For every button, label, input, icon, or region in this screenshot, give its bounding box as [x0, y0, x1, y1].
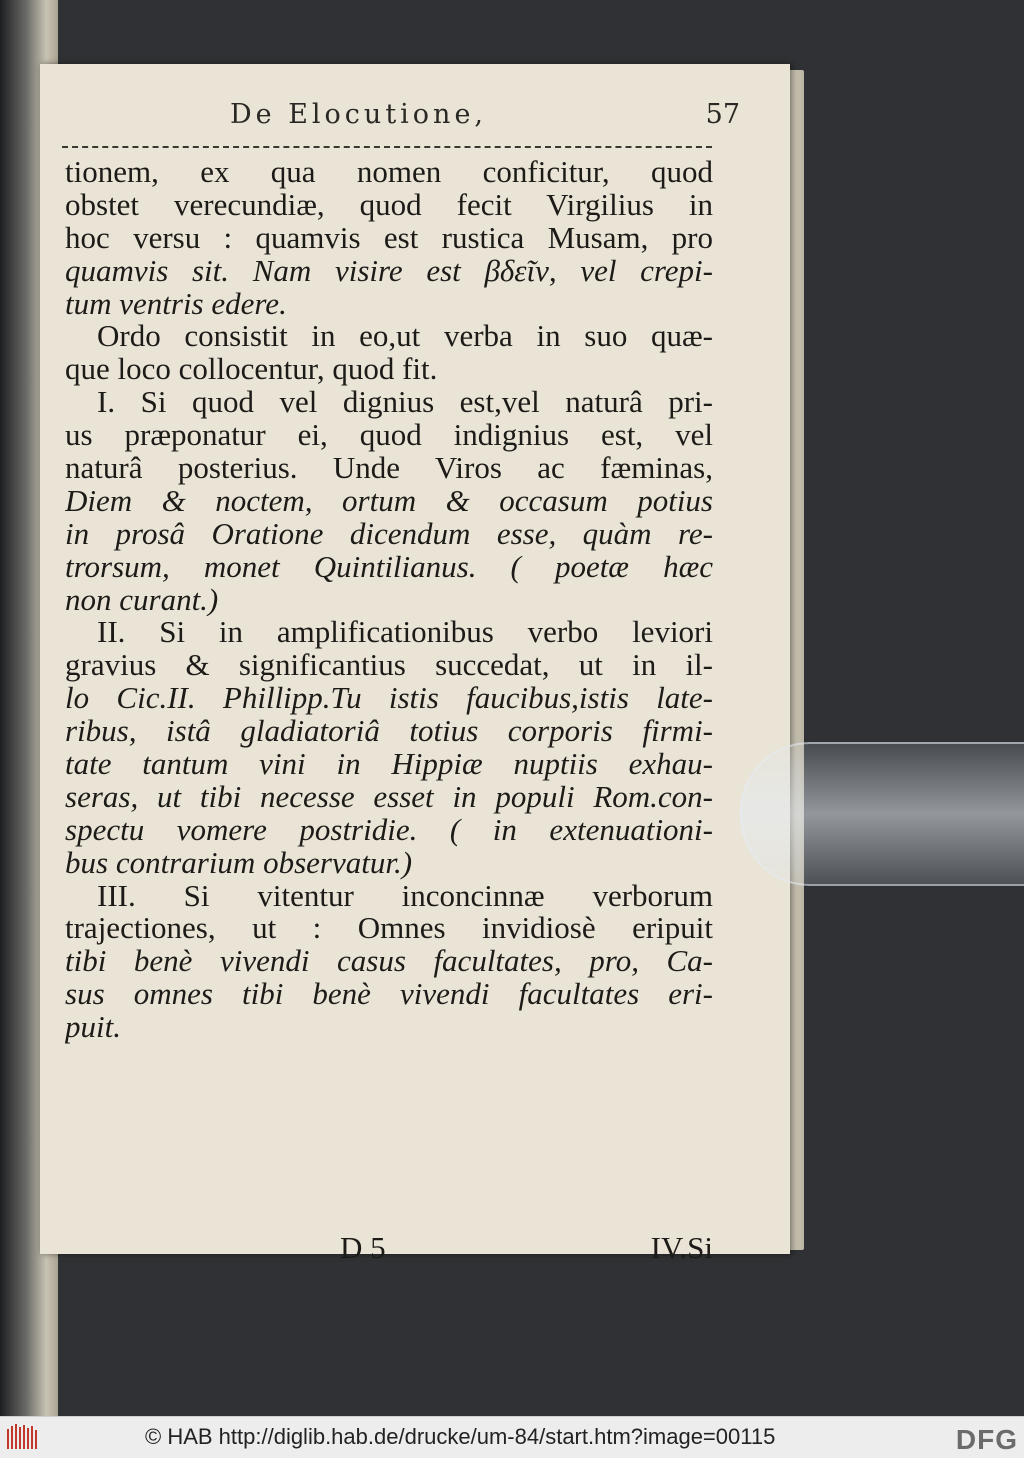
text-line: in prosâ Oratione dicendum esse, quàm re- — [65, 517, 713, 551]
text-line: tate tantum vini in Hippiæ nuptiis exhau- — [65, 748, 713, 781]
text-line: gravius & significantius succedat, ut in il- — [65, 649, 713, 683]
text-line: III. Si vitentur inconcinnæ verborum — [97, 879, 713, 913]
text-line: I. Si quod vel dignius est,vel naturâ pri- — [97, 386, 713, 420]
body-text — [65, 156, 713, 1044]
hab-barcode-icon — [6, 1423, 40, 1451]
text-line: bus contrarium observatur.) — [65, 846, 413, 880]
text-line: lo Cic.II. Phillipp.Tu istis faucibus,istis late- — [65, 682, 713, 716]
text-line: tibi benè vivendi casus facultates, pro, Ca- — [65, 945, 713, 979]
text-line: II. Si in amplificationibus verbo leviori — [97, 616, 713, 650]
book-page — [40, 64, 790, 1265]
text-line: que loco collocentur, quod fit. — [65, 353, 438, 387]
text-line: spectu vomere postridie. ( in extenuationi- — [65, 813, 713, 847]
page-number: 57 — [705, 99, 740, 130]
text-line: ribus, istâ gladiatoriâ totius corporis firmi- — [65, 715, 713, 749]
text-line: quamvis sit. Nam visire est βδεῖν, vel crepi- — [65, 254, 713, 288]
light-glare — [740, 742, 1024, 886]
text-line: Ordo consistit in eo,ut verba in suo quæ- — [97, 320, 713, 354]
text-line: puit. — [65, 1011, 121, 1045]
text-line: non curant.) — [65, 583, 219, 617]
dfg-logo: DFG — [955, 1424, 1018, 1455]
running-head — [230, 99, 740, 130]
text-line: us præponatur ei, quod indignius est, vel — [65, 419, 713, 453]
text-line: trorsum, monet Quintilianus. ( poetæ hæc — [65, 550, 713, 584]
text-line: sus omnes tibi benè vivendi facultates eri- — [65, 978, 713, 1012]
text-line: obstet verecundiæ, quod fecit Virgilius in — [65, 188, 713, 222]
text-line: trajectiones, ut : Omnes invidiosè eripuit — [65, 912, 713, 946]
source-link[interactable]: © HAB http://diglib.hab.de/drucke/um-84/start.htm?image=00115 — [145, 1424, 776, 1449]
head-rule — [62, 146, 712, 148]
text-line: naturâ posterius. Unde Viros ac fæminas, — [65, 452, 713, 485]
text-line: tum ventris edere. — [65, 287, 287, 321]
page-foot — [65, 1230, 713, 1266]
footer-bar — [0, 1416, 1024, 1458]
text-line: tionem, ex qua nomen conficitur, quod — [65, 156, 713, 189]
running-head-title: De Elocutione, — [230, 99, 488, 130]
signature-mark: D 5 — [340, 1230, 386, 1265]
text-line: Diem & noctem, ortum & occasum potius — [65, 484, 713, 518]
text-line: seras, ut tibi necesse esset in populi Rom.con- — [65, 780, 713, 814]
text-line: hoc versu : quamvis est rustica Musam, pro — [65, 221, 713, 255]
catchword: IV.Si — [650, 1230, 713, 1265]
